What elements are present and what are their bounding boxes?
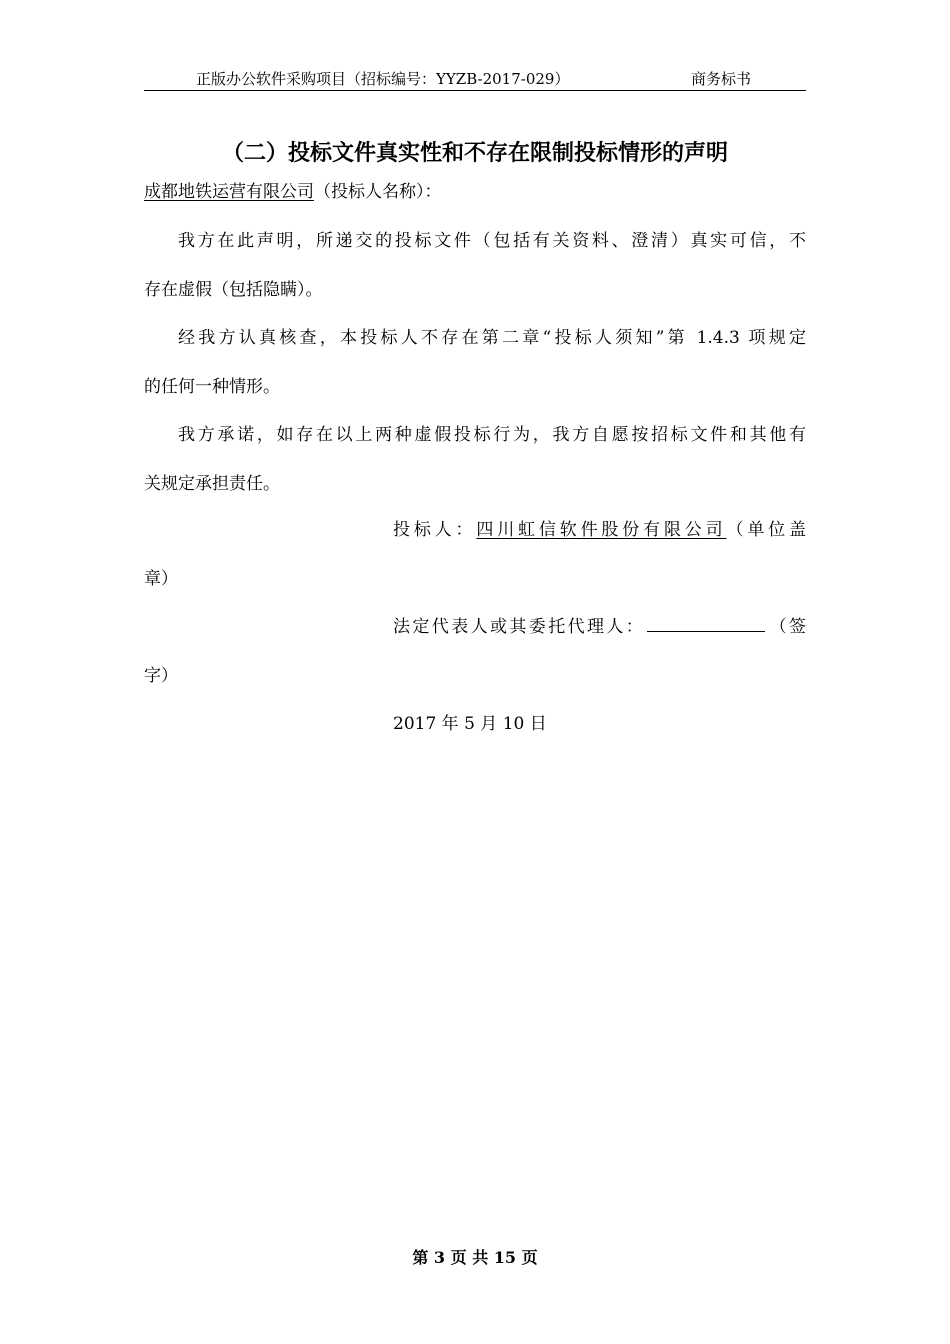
signature-blank[interactable] (647, 615, 765, 632)
declaration-date: 2017 年 5 月 10 日 (393, 714, 547, 734)
addressee-line (144, 177, 806, 202)
paragraph-3-line-1: 我方承诺，如存在以上两种虚假投标行为，我方自愿按招标文件和其他有 (178, 425, 806, 445)
paragraph-2-line-1: 经我方认真核查，本投标人不存在第二章“投标人须知”第 1.4.3 项规定 (178, 328, 806, 348)
representative-wrap: 字） (144, 666, 178, 686)
header-project: 正版办公软件采购项目（招标编号：YYZB-2017-029） (196, 70, 570, 88)
representative-line (393, 612, 806, 637)
addressee-suffix: （投标人名称）： (314, 182, 442, 202)
paragraph-3-line-2: 关规定承担责任。 (144, 474, 280, 494)
page-footer: 第 3 页 共 15 页 (412, 1248, 538, 1267)
declaration-title: （二）投标文件真实性和不存在限制投标情形的声明 (221, 140, 728, 166)
bidder-name: 四川虹信软件股份有限公司 (476, 520, 727, 540)
paragraph-1-line-1: 我方在此声明，所递交的投标文件（包括有关资料、澄清）真实可信，不 (178, 231, 806, 251)
addressee-name: 成都地铁运营有限公司 (144, 182, 314, 202)
bidder-suffix: （单位盖 (726, 520, 807, 540)
page-header (144, 66, 806, 91)
paragraph-2-line-2: 的任何一种情形。 (144, 377, 280, 397)
bidder-label: 投标人： (393, 520, 477, 540)
representative-label: 法定代表人或其委托代理人： (393, 617, 646, 637)
representative-suffix: （签 (767, 617, 807, 637)
bidder-line (393, 515, 806, 540)
bidder-wrap: 章） (144, 569, 178, 589)
header-doc-type: 商务标书 (691, 70, 752, 88)
paragraph-1-line-2: 存在虚假（包括隐瞒）。 (144, 280, 323, 300)
